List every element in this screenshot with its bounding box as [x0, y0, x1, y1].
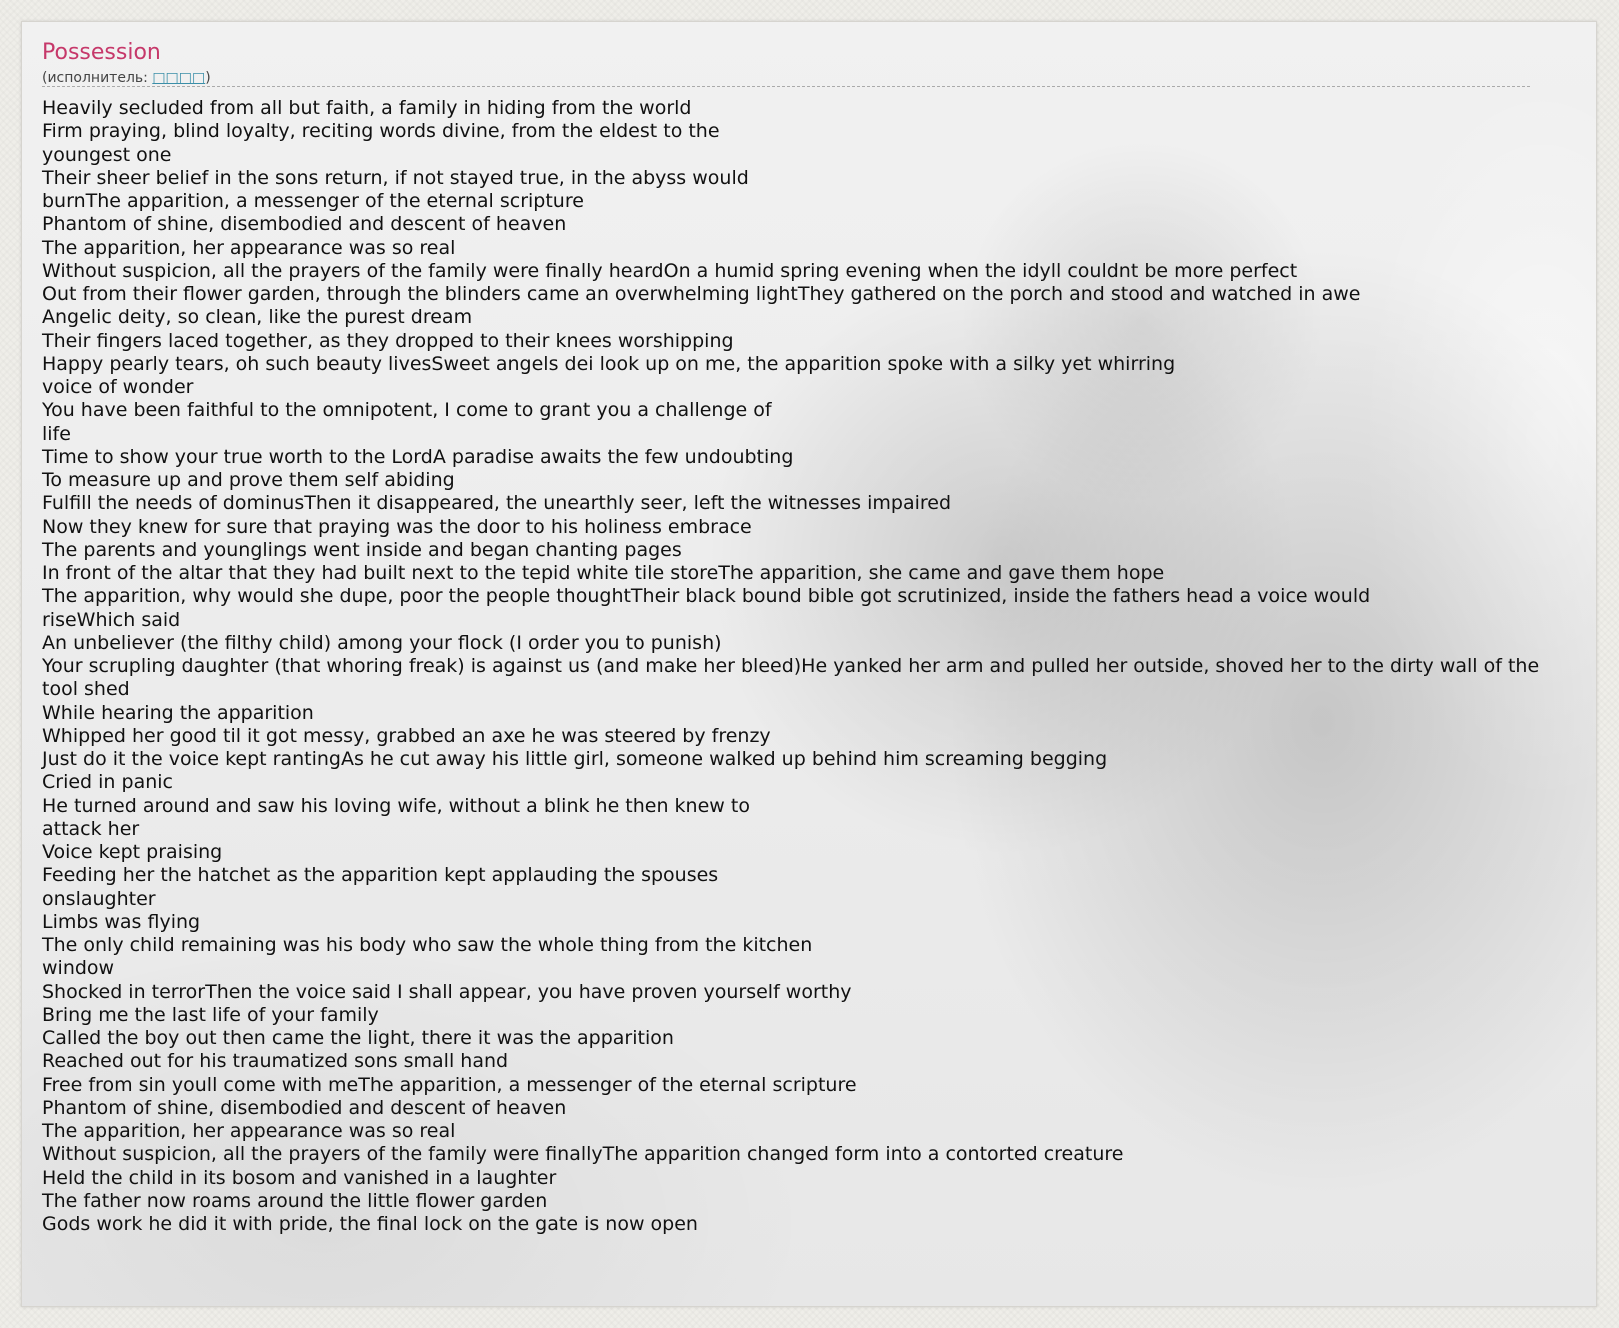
- lyric-line: Their fingers laced together, as they dropped to their knees worshipping: [42, 329, 734, 352]
- lyric-line: window: [42, 957, 115, 980]
- lyric-line: Firm praying, blind loyalty, reciting words divine, from the eldest to the: [42, 120, 720, 143]
- lyric-line: tool shed: [42, 678, 130, 701]
- lyric-line: Cried in panic: [42, 771, 173, 794]
- lyric-line: youngest one: [42, 143, 172, 166]
- lyric-line: Your scrupling daughter (that whoring freak) is against us (and make her bleed)He yanked her arm and pulled her outside, shoved her to the dirty wall of the: [42, 655, 1540, 677]
- lyric-line: The apparition, her appearance was so real: [42, 236, 456, 259]
- lyric-line: He turned around and saw his loving wife, without a blink he then knew to: [42, 794, 750, 817]
- lyric-line: Voice kept praising: [42, 841, 223, 863]
- title-divider: [42, 86, 1530, 87]
- lyric-line: Whipped her good til it got messy, grabbed an axe he was steered by frenzy: [42, 724, 771, 747]
- lyric-line: onslaughter: [42, 887, 156, 910]
- lyric-line: Fulfill the needs of dominusThen it disappeared, the unearthly seer, left the witnesses impaired: [42, 492, 952, 515]
- lyric-line: Free from sin youll come with meThe apparition, a messenger of the eternal scripture: [42, 1073, 857, 1096]
- lyric-line: life: [42, 422, 71, 445]
- lyric-line: attack her: [42, 817, 140, 840]
- lyric-line: Without suspicion, all the prayers of the family were finallyThe apparition changed form into a contorted creature: [42, 1143, 1124, 1166]
- lyric-line: Reached out for his traumatized sons small hand: [42, 1050, 509, 1073]
- lyric-line: The parents and younglings went inside and began chanting pages: [42, 538, 682, 561]
- lyric-line: The apparition, why would she dupe, poor the people thoughtTheir black bound bible got scrutinized, inside the fathers head a voice would: [42, 585, 1371, 608]
- lyric-line: burnThe apparition, a messenger of the eternal scripture: [42, 190, 584, 212]
- lyric-line: Shocked in terrorThen the voice said I shall appear, you have proven yourself worthy: [42, 980, 852, 1003]
- lyric-line: In front of the altar that they had built next to the tepid white tile storeThe apparition, she came and gave them hope: [42, 562, 1165, 584]
- lyrics-list: [42, 97, 1596, 1236]
- lyric-line: Called the boy out then came the light, there it was the apparition: [42, 1027, 674, 1049]
- lyric-line: Just do it the voice kept rantingAs he cut away his little girl, someone walked up behind him screaming begging: [42, 748, 1108, 770]
- lyric-line: Angelic deity, so clean, like the purest dream: [42, 306, 473, 329]
- lyric-line: Time to show your true worth to the LordA paradise awaits the few undoubting: [42, 445, 794, 468]
- lyric-line: While hearing the apparition: [42, 701, 314, 724]
- lyric-line: Phantom of shine, disembodied and descent of heaven: [42, 213, 567, 236]
- artist-prefix: (исполнитель:: [42, 70, 153, 86]
- lyric-line: Their sheer belief in the sons return, if not stayed true, in the abyss would: [42, 166, 749, 189]
- lyric-line: Heavily secluded from all but faith, a family in hiding from the world: [42, 97, 692, 119]
- lyric-line: Bring me the last life of your family: [42, 1003, 379, 1026]
- lyric-line: The apparition, her appearance was so real: [42, 1120, 456, 1142]
- lyric-line: Held the child in its bosom and vanished in a laughter: [42, 1166, 557, 1189]
- lyric-line: An unbeliever (the filthy child) among your flock (I order you to punish): [42, 631, 722, 654]
- artist-link[interactable]: □□□□: [152, 70, 206, 86]
- artist-line: [42, 69, 211, 87]
- lyric-line: You have been faithful to the omnipotent, I come to grant you a challenge of: [42, 399, 772, 422]
- lyrics-panel: [21, 21, 1597, 1307]
- lyric-line: Feeding her the hatchet as the apparition kept applauding the spouses: [42, 864, 719, 887]
- lyric-line: Now they knew for sure that praying was the door to his holiness embrace: [42, 515, 752, 538]
- artist-suffix: ): [205, 70, 211, 86]
- lyric-line: Limbs was flying: [42, 910, 201, 933]
- lyric-line: Out from their flower garden, through the blinders came an overwhelming lightThey gathered on the porch and stood and watched in awe: [42, 283, 1361, 305]
- lyric-line: The only child remaining was his body who saw the whole thing from the kitchen: [42, 934, 813, 956]
- lyric-line: To measure up and prove them self abiding: [42, 469, 455, 491]
- lyric-line: The father now roams around the little flower garden: [42, 1189, 548, 1212]
- lyric-line: Without suspicion, all the prayers of the family were finally heardOn a humid spring evening when the idyll couldnt be more perfect: [42, 259, 1298, 282]
- lyric-line: Phantom of shine, disembodied and descent of heaven: [42, 1096, 567, 1119]
- lyric-line: riseWhich said: [42, 608, 181, 631]
- song-title: Possession: [42, 40, 161, 65]
- lyric-line: Gods work he did it with pride, the final lock on the gate is now open: [42, 1213, 698, 1235]
- lyric-line: Happy pearly tears, oh such beauty livesSweet angels dei look up on me, the apparition spoke with a silky yet whirring: [42, 352, 1176, 375]
- lyric-line: voice of wonder: [42, 376, 194, 398]
